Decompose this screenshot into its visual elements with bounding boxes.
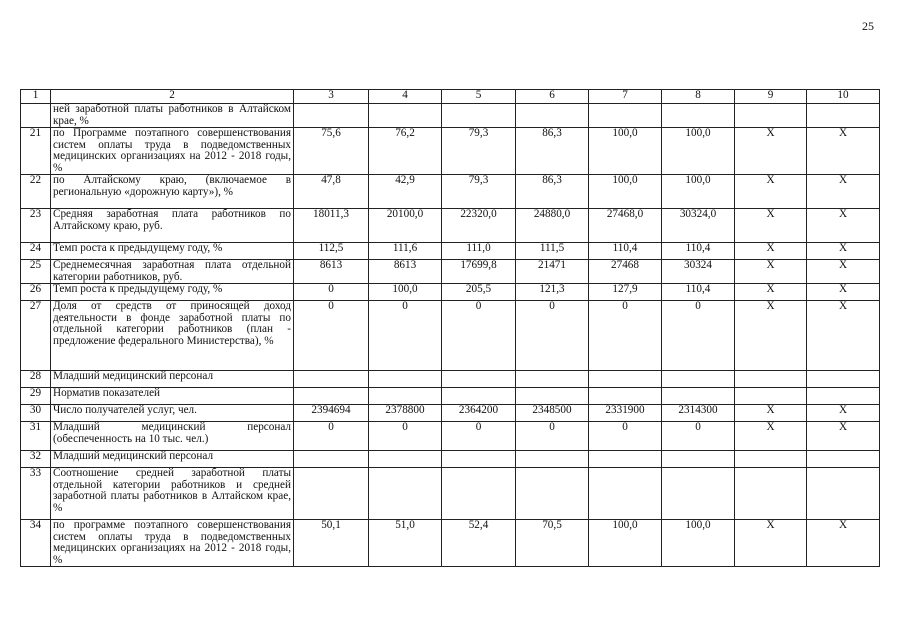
value-cell <box>662 104 735 128</box>
value-cell: 50,1 <box>294 520 369 567</box>
value-cell: 111,0 <box>442 243 516 260</box>
table-body <box>21 90 880 567</box>
row-number: 33 <box>21 468 51 520</box>
row-number: 25 <box>21 260 51 284</box>
value-cell: 100,0 <box>662 520 735 567</box>
value-cell: 111,6 <box>369 243 442 260</box>
value-cell <box>807 468 880 520</box>
value-cell <box>735 468 807 520</box>
row-label: по Программе поэтапного совершенствования систем оплаты труда в подведомственных медицинских организациях на 2012 - 2018 годы, % <box>51 128 294 175</box>
value-cell <box>807 104 880 128</box>
table-row <box>21 468 880 520</box>
row-number: 24 <box>21 243 51 260</box>
value-cell: 17699,8 <box>442 260 516 284</box>
value-cell <box>589 388 662 405</box>
value-cell: 76,2 <box>369 128 442 175</box>
row-label: Темп роста к предыдущему году, % <box>51 243 294 260</box>
value-cell: 0 <box>442 422 516 451</box>
value-cell: 0 <box>369 422 442 451</box>
value-cell <box>589 468 662 520</box>
value-cell <box>294 371 369 388</box>
value-cell <box>369 468 442 520</box>
table-row <box>21 209 880 243</box>
row-label: Темп роста к предыдущему году, % <box>51 284 294 301</box>
value-cell: 100,0 <box>589 520 662 567</box>
value-cell: 75,6 <box>294 128 369 175</box>
value-cell: 110,4 <box>662 243 735 260</box>
value-cell: 22320,0 <box>442 209 516 243</box>
table-row <box>21 301 880 371</box>
column-header: 10 <box>807 90 880 104</box>
value-cell: 86,3 <box>516 175 589 209</box>
value-cell: X <box>807 520 880 567</box>
value-cell: 47,8 <box>294 175 369 209</box>
value-cell: 0 <box>662 301 735 371</box>
value-cell: 79,3 <box>442 128 516 175</box>
value-cell: X <box>735 128 807 175</box>
column-header: 4 <box>369 90 442 104</box>
value-cell: 86,3 <box>516 128 589 175</box>
value-cell: X <box>807 243 880 260</box>
value-cell: 2348500 <box>516 405 589 422</box>
value-cell <box>807 371 880 388</box>
value-cell <box>735 451 807 468</box>
value-cell: X <box>735 422 807 451</box>
column-header: 5 <box>442 90 516 104</box>
value-cell: 0 <box>294 284 369 301</box>
value-cell: X <box>735 284 807 301</box>
value-cell: X <box>735 209 807 243</box>
value-cell: X <box>807 175 880 209</box>
table-row <box>21 175 880 209</box>
value-cell <box>516 104 589 128</box>
value-cell: 0 <box>516 422 589 451</box>
row-number: 23 <box>21 209 51 243</box>
value-cell <box>589 104 662 128</box>
value-cell: 27468,0 <box>589 209 662 243</box>
row-number: 27 <box>21 301 51 371</box>
value-cell <box>662 371 735 388</box>
value-cell: 8613 <box>369 260 442 284</box>
value-cell: 110,4 <box>662 284 735 301</box>
value-cell <box>735 388 807 405</box>
value-cell <box>516 388 589 405</box>
row-label: Соотношение средней заработной платы отдельной категории работников и средней заработной платы работников в Алтайском крае, % <box>51 468 294 520</box>
column-header: 3 <box>294 90 369 104</box>
value-cell: X <box>735 260 807 284</box>
value-cell: X <box>807 284 880 301</box>
value-cell <box>807 451 880 468</box>
header-row <box>21 90 880 104</box>
value-cell: 110,4 <box>589 243 662 260</box>
value-cell: X <box>807 422 880 451</box>
value-cell: 0 <box>294 422 369 451</box>
value-cell: 0 <box>589 301 662 371</box>
row-number <box>21 104 51 128</box>
value-cell: X <box>807 128 880 175</box>
table-row <box>21 260 880 284</box>
value-cell: 51,0 <box>369 520 442 567</box>
page-number: 25 <box>862 19 874 33</box>
value-cell <box>662 388 735 405</box>
value-cell: 2314300 <box>662 405 735 422</box>
value-cell: 100,0 <box>589 175 662 209</box>
value-cell: 0 <box>442 301 516 371</box>
value-cell: 121,3 <box>516 284 589 301</box>
value-cell <box>294 388 369 405</box>
value-cell: 100,0 <box>662 128 735 175</box>
value-cell: 2394694 <box>294 405 369 422</box>
value-cell <box>516 468 589 520</box>
value-cell <box>442 104 516 128</box>
row-label: Норматив показателей <box>51 388 294 405</box>
value-cell <box>807 388 880 405</box>
value-cell: 42,9 <box>369 175 442 209</box>
row-number: 30 <box>21 405 51 422</box>
value-cell: X <box>807 209 880 243</box>
row-number: 26 <box>21 284 51 301</box>
row-label: ней заработной платы работников в Алтайском крае, % <box>51 104 294 128</box>
value-cell: 0 <box>662 422 735 451</box>
value-cell: X <box>807 301 880 371</box>
value-cell <box>294 451 369 468</box>
value-cell <box>516 371 589 388</box>
row-number: 29 <box>21 388 51 405</box>
table-row <box>21 128 880 175</box>
value-cell: 0 <box>369 301 442 371</box>
value-cell: X <box>735 405 807 422</box>
table-row <box>21 243 880 260</box>
value-cell: 0 <box>294 301 369 371</box>
row-label: по программе поэтапного совершенствования систем оплаты труда в подведомственных медицинских организациях на 2012 - 2018 годы, % <box>51 520 294 567</box>
value-cell <box>662 451 735 468</box>
column-header: 1 <box>21 90 51 104</box>
table-row <box>21 388 880 405</box>
table-row <box>21 405 880 422</box>
row-number: 28 <box>21 371 51 388</box>
value-cell <box>442 371 516 388</box>
table-row <box>21 451 880 468</box>
value-cell: 205,5 <box>442 284 516 301</box>
value-cell <box>369 451 442 468</box>
value-cell: 30324,0 <box>662 209 735 243</box>
value-cell <box>369 104 442 128</box>
value-cell: X <box>735 243 807 260</box>
row-label: Доля от средств от приносящей доход деятельности в фонде заработной платы по отдельной категории работников (план - предложение федерального Министерства), % <box>51 301 294 371</box>
table-row <box>21 371 880 388</box>
value-cell: 20100,0 <box>369 209 442 243</box>
value-cell: 0 <box>589 422 662 451</box>
value-cell <box>294 468 369 520</box>
table-row <box>21 104 880 128</box>
value-cell <box>369 388 442 405</box>
table-row <box>21 284 880 301</box>
value-cell: 8613 <box>294 260 369 284</box>
indicators-table <box>20 89 880 567</box>
value-cell: 70,5 <box>516 520 589 567</box>
value-cell: 27468 <box>589 260 662 284</box>
row-label: по Алтайскому краю, (включаемое в региональную «дорожную карту»), % <box>51 175 294 209</box>
value-cell <box>442 468 516 520</box>
value-cell: 0 <box>516 301 589 371</box>
value-cell: 100,0 <box>369 284 442 301</box>
value-cell <box>516 451 589 468</box>
value-cell <box>369 371 442 388</box>
value-cell <box>589 451 662 468</box>
row-number: 31 <box>21 422 51 451</box>
table-row <box>21 520 880 567</box>
row-label: Число получателей услуг, чел. <box>51 405 294 422</box>
row-label: Младший медицинский персонал <box>51 451 294 468</box>
value-cell: X <box>735 175 807 209</box>
value-cell: 100,0 <box>589 128 662 175</box>
row-number: 22 <box>21 175 51 209</box>
value-cell <box>662 468 735 520</box>
value-cell: 2331900 <box>589 405 662 422</box>
value-cell <box>735 371 807 388</box>
value-cell: 79,3 <box>442 175 516 209</box>
value-cell: 21471 <box>516 260 589 284</box>
value-cell: 18011,3 <box>294 209 369 243</box>
row-label: Младший медицинский персонал (обеспеченность на 10 тыс. чел.) <box>51 422 294 451</box>
column-header: 6 <box>516 90 589 104</box>
value-cell: 52,4 <box>442 520 516 567</box>
value-cell <box>589 371 662 388</box>
value-cell <box>294 104 369 128</box>
row-number: 21 <box>21 128 51 175</box>
column-header: 2 <box>51 90 294 104</box>
row-number: 34 <box>21 520 51 567</box>
value-cell: X <box>807 260 880 284</box>
row-label: Младший медицинский персонал <box>51 371 294 388</box>
value-cell: X <box>735 520 807 567</box>
value-cell: 30324 <box>662 260 735 284</box>
row-number: 32 <box>21 451 51 468</box>
value-cell: X <box>807 405 880 422</box>
value-cell: 127,9 <box>589 284 662 301</box>
value-cell: 2378800 <box>369 405 442 422</box>
value-cell: X <box>735 301 807 371</box>
column-header: 7 <box>589 90 662 104</box>
value-cell: 24880,0 <box>516 209 589 243</box>
value-cell <box>442 388 516 405</box>
value-cell: 100,0 <box>662 175 735 209</box>
value-cell <box>442 451 516 468</box>
table-row <box>21 422 880 451</box>
value-cell: 111,5 <box>516 243 589 260</box>
column-header: 9 <box>735 90 807 104</box>
row-label: Средняя заработная плата работников по Алтайскому краю, руб. <box>51 209 294 243</box>
value-cell <box>735 104 807 128</box>
row-label: Среднемесячная заработная плата отдельной категории работников, руб. <box>51 260 294 284</box>
value-cell: 112,5 <box>294 243 369 260</box>
value-cell: 2364200 <box>442 405 516 422</box>
column-header: 8 <box>662 90 735 104</box>
